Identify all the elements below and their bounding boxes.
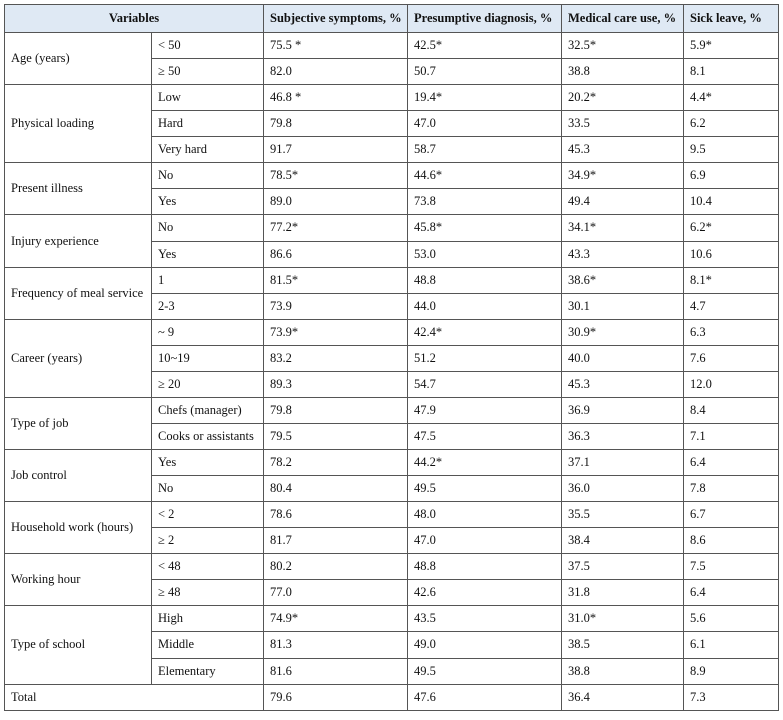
sick-leave-cell: 10.6: [684, 241, 779, 267]
subjective-symptoms-cell: 73.9*: [264, 319, 408, 345]
variable-name-cell: Age (years): [5, 33, 152, 85]
medical-care-use-cell: 36.3: [562, 423, 684, 449]
sick-leave-cell: 7.1: [684, 423, 779, 449]
header-medical-care-use: Medical care use, %: [562, 5, 684, 33]
presumptive-diagnosis-cell: 44.6*: [408, 163, 562, 189]
level-cell: Low: [152, 85, 264, 111]
medical-care-use-cell: 30.9*: [562, 319, 684, 345]
presumptive-diagnosis-cell: 58.7: [408, 137, 562, 163]
subjective-symptoms-cell: 78.5*: [264, 163, 408, 189]
presumptive-diagnosis-cell: 50.7: [408, 59, 562, 85]
level-cell: Hard: [152, 111, 264, 137]
presumptive-diagnosis-cell: 47.0: [408, 528, 562, 554]
presumptive-diagnosis-cell: 49.5: [408, 476, 562, 502]
variable-name-cell: Job control: [5, 450, 152, 502]
level-cell: ≥ 48: [152, 580, 264, 606]
medical-care-use-cell: 49.4: [562, 189, 684, 215]
medical-care-use-cell: 36.9: [562, 397, 684, 423]
table-row: [5, 397, 779, 423]
level-cell: No: [152, 163, 264, 189]
subjective-symptoms-cell: 82.0: [264, 59, 408, 85]
sick-leave-cell: 9.5: [684, 137, 779, 163]
medical-care-use-cell: 37.1: [562, 450, 684, 476]
table-row: [5, 450, 779, 476]
presumptive-diagnosis-cell: 47.0: [408, 111, 562, 137]
subjective-symptoms-cell: 89.3: [264, 371, 408, 397]
level-cell: ≥ 50: [152, 59, 264, 85]
presumptive-diagnosis-cell: 44.0: [408, 293, 562, 319]
medical-care-use-cell: 38.8: [562, 658, 684, 684]
subjective-symptoms-cell: 81.5*: [264, 267, 408, 293]
medical-care-use-cell: 37.5: [562, 554, 684, 580]
sick-leave-cell: 7.8: [684, 476, 779, 502]
variable-name-cell: Physical loading: [5, 85, 152, 163]
variable-name-cell: Type of school: [5, 606, 152, 684]
medical-care-use-cell: 32.5*: [562, 33, 684, 59]
medical-care-use-cell: 38.4: [562, 528, 684, 554]
medical-care-use-cell: 20.2*: [562, 85, 684, 111]
table-row: [5, 606, 779, 632]
presumptive-diagnosis-cell: 73.8: [408, 189, 562, 215]
level-cell: < 50: [152, 33, 264, 59]
table-body: [5, 33, 779, 711]
variable-name-cell: Type of job: [5, 397, 152, 449]
medical-care-use-cell: 35.5: [562, 502, 684, 528]
subjective-symptoms-cell: 79.8: [264, 111, 408, 137]
level-cell: High: [152, 606, 264, 632]
level-cell: ~ 9: [152, 319, 264, 345]
variable-name-cell: Frequency of meal service: [5, 267, 152, 319]
level-cell: Cooks or assistants: [152, 423, 264, 449]
level-cell: Yes: [152, 241, 264, 267]
sick-leave-cell: 8.1: [684, 59, 779, 85]
sick-leave-cell: 8.6: [684, 528, 779, 554]
subjective-symptoms-cell: 80.2: [264, 554, 408, 580]
presumptive-diagnosis-cell: 51.2: [408, 345, 562, 371]
variable-name-cell: Injury experience: [5, 215, 152, 267]
subjective-symptoms-cell: 77.0: [264, 580, 408, 606]
medical-care-use-cell: 38.6*: [562, 267, 684, 293]
presumptive-diagnosis-cell: 42.4*: [408, 319, 562, 345]
table-row: [5, 502, 779, 528]
variable-name-cell: Household work (hours): [5, 502, 152, 554]
total-row: [5, 684, 779, 710]
sick-leave-cell: 4.7: [684, 293, 779, 319]
subjective-symptoms-cell: 77.2*: [264, 215, 408, 241]
header-subjective-symptoms: Subjective symptoms, %: [264, 5, 408, 33]
presumptive-diagnosis-cell: 45.8*: [408, 215, 562, 241]
subjective-symptoms-cell: 78.2: [264, 450, 408, 476]
header-row: [5, 5, 779, 33]
sick-leave-cell: 8.9: [684, 658, 779, 684]
presumptive-diagnosis-cell: 42.6: [408, 580, 562, 606]
level-cell: < 48: [152, 554, 264, 580]
medical-care-use-cell: 33.5: [562, 111, 684, 137]
level-cell: No: [152, 476, 264, 502]
sick-leave-cell: 8.4: [684, 397, 779, 423]
presumptive-diagnosis-cell: 19.4*: [408, 85, 562, 111]
total-presumptive-diagnosis-cell: 47.6: [408, 684, 562, 710]
table-row: [5, 215, 779, 241]
variable-name-cell: Career (years): [5, 319, 152, 397]
presumptive-diagnosis-cell: 48.8: [408, 267, 562, 293]
sick-leave-cell: 12.0: [684, 371, 779, 397]
header-presumptive-diagnosis: Presumptive diagnosis, %: [408, 5, 562, 33]
medical-care-use-cell: 45.3: [562, 137, 684, 163]
sick-leave-cell: 5.6: [684, 606, 779, 632]
presumptive-diagnosis-cell: 53.0: [408, 241, 562, 267]
medical-care-use-cell: 31.8: [562, 580, 684, 606]
subjective-symptoms-cell: 79.5: [264, 423, 408, 449]
subjective-symptoms-cell: 81.6: [264, 658, 408, 684]
presumptive-diagnosis-cell: 43.5: [408, 606, 562, 632]
subjective-symptoms-cell: 91.7: [264, 137, 408, 163]
total-label: Total: [5, 684, 264, 710]
variable-name-cell: Present illness: [5, 163, 152, 215]
sick-leave-cell: 6.2: [684, 111, 779, 137]
table-row: [5, 319, 779, 345]
presumptive-diagnosis-cell: 48.8: [408, 554, 562, 580]
subjective-symptoms-cell: 83.2: [264, 345, 408, 371]
level-cell: No: [152, 215, 264, 241]
presumptive-diagnosis-cell: 47.5: [408, 423, 562, 449]
presumptive-diagnosis-cell: 49.0: [408, 632, 562, 658]
subjective-symptoms-cell: 46.8 *: [264, 85, 408, 111]
sick-leave-cell: 7.6: [684, 345, 779, 371]
total-medical-care-use-cell: 36.4: [562, 684, 684, 710]
table-row: [5, 85, 779, 111]
sick-leave-cell: 10.4: [684, 189, 779, 215]
sick-leave-cell: 6.1: [684, 632, 779, 658]
subjective-symptoms-cell: 74.9*: [264, 606, 408, 632]
level-cell: Chefs (manager): [152, 397, 264, 423]
subjective-symptoms-cell: 81.7: [264, 528, 408, 554]
presumptive-diagnosis-cell: 48.0: [408, 502, 562, 528]
sick-leave-cell: 6.2*: [684, 215, 779, 241]
presumptive-diagnosis-cell: 42.5*: [408, 33, 562, 59]
presumptive-diagnosis-cell: 49.5: [408, 658, 562, 684]
table-row: [5, 163, 779, 189]
medical-care-use-cell: 34.1*: [562, 215, 684, 241]
table-row: [5, 33, 779, 59]
total-sick-leave-cell: 7.3: [684, 684, 779, 710]
subjective-symptoms-cell: 79.8: [264, 397, 408, 423]
sick-leave-cell: 8.1*: [684, 267, 779, 293]
medical-care-use-cell: 31.0*: [562, 606, 684, 632]
subjective-symptoms-cell: 75.5 *: [264, 33, 408, 59]
total-subjective-symptoms-cell: 79.6: [264, 684, 408, 710]
medical-care-use-cell: 43.3: [562, 241, 684, 267]
sick-leave-cell: 5.9*: [684, 33, 779, 59]
table-row: [5, 554, 779, 580]
subjective-symptoms-cell: 78.6: [264, 502, 408, 528]
data-table: [4, 4, 779, 711]
header-sick-leave: Sick leave, %: [684, 5, 779, 33]
level-cell: 1: [152, 267, 264, 293]
table-row: [5, 267, 779, 293]
sick-leave-cell: 6.7: [684, 502, 779, 528]
level-cell: Yes: [152, 450, 264, 476]
sick-leave-cell: 6.3: [684, 319, 779, 345]
level-cell: Very hard: [152, 137, 264, 163]
level-cell: 10~19: [152, 345, 264, 371]
sick-leave-cell: 6.4: [684, 450, 779, 476]
medical-care-use-cell: 38.8: [562, 59, 684, 85]
subjective-symptoms-cell: 89.0: [264, 189, 408, 215]
header-variables: Variables: [5, 5, 264, 33]
sick-leave-cell: 7.5: [684, 554, 779, 580]
presumptive-diagnosis-cell: 47.9: [408, 397, 562, 423]
level-cell: Middle: [152, 632, 264, 658]
level-cell: Yes: [152, 189, 264, 215]
level-cell: ≥ 20: [152, 371, 264, 397]
variable-name-cell: Working hour: [5, 554, 152, 606]
subjective-symptoms-cell: 73.9: [264, 293, 408, 319]
level-cell: ≥ 2: [152, 528, 264, 554]
medical-care-use-cell: 38.5: [562, 632, 684, 658]
subjective-symptoms-cell: 80.4: [264, 476, 408, 502]
medical-care-use-cell: 40.0: [562, 345, 684, 371]
sick-leave-cell: 6.4: [684, 580, 779, 606]
subjective-symptoms-cell: 86.6: [264, 241, 408, 267]
level-cell: < 2: [152, 502, 264, 528]
level-cell: Elementary: [152, 658, 264, 684]
sick-leave-cell: 4.4*: [684, 85, 779, 111]
medical-care-use-cell: 34.9*: [562, 163, 684, 189]
medical-care-use-cell: 36.0: [562, 476, 684, 502]
presumptive-diagnosis-cell: 54.7: [408, 371, 562, 397]
medical-care-use-cell: 45.3: [562, 371, 684, 397]
medical-care-use-cell: 30.1: [562, 293, 684, 319]
level-cell: 2-3: [152, 293, 264, 319]
sick-leave-cell: 6.9: [684, 163, 779, 189]
subjective-symptoms-cell: 81.3: [264, 632, 408, 658]
presumptive-diagnosis-cell: 44.2*: [408, 450, 562, 476]
